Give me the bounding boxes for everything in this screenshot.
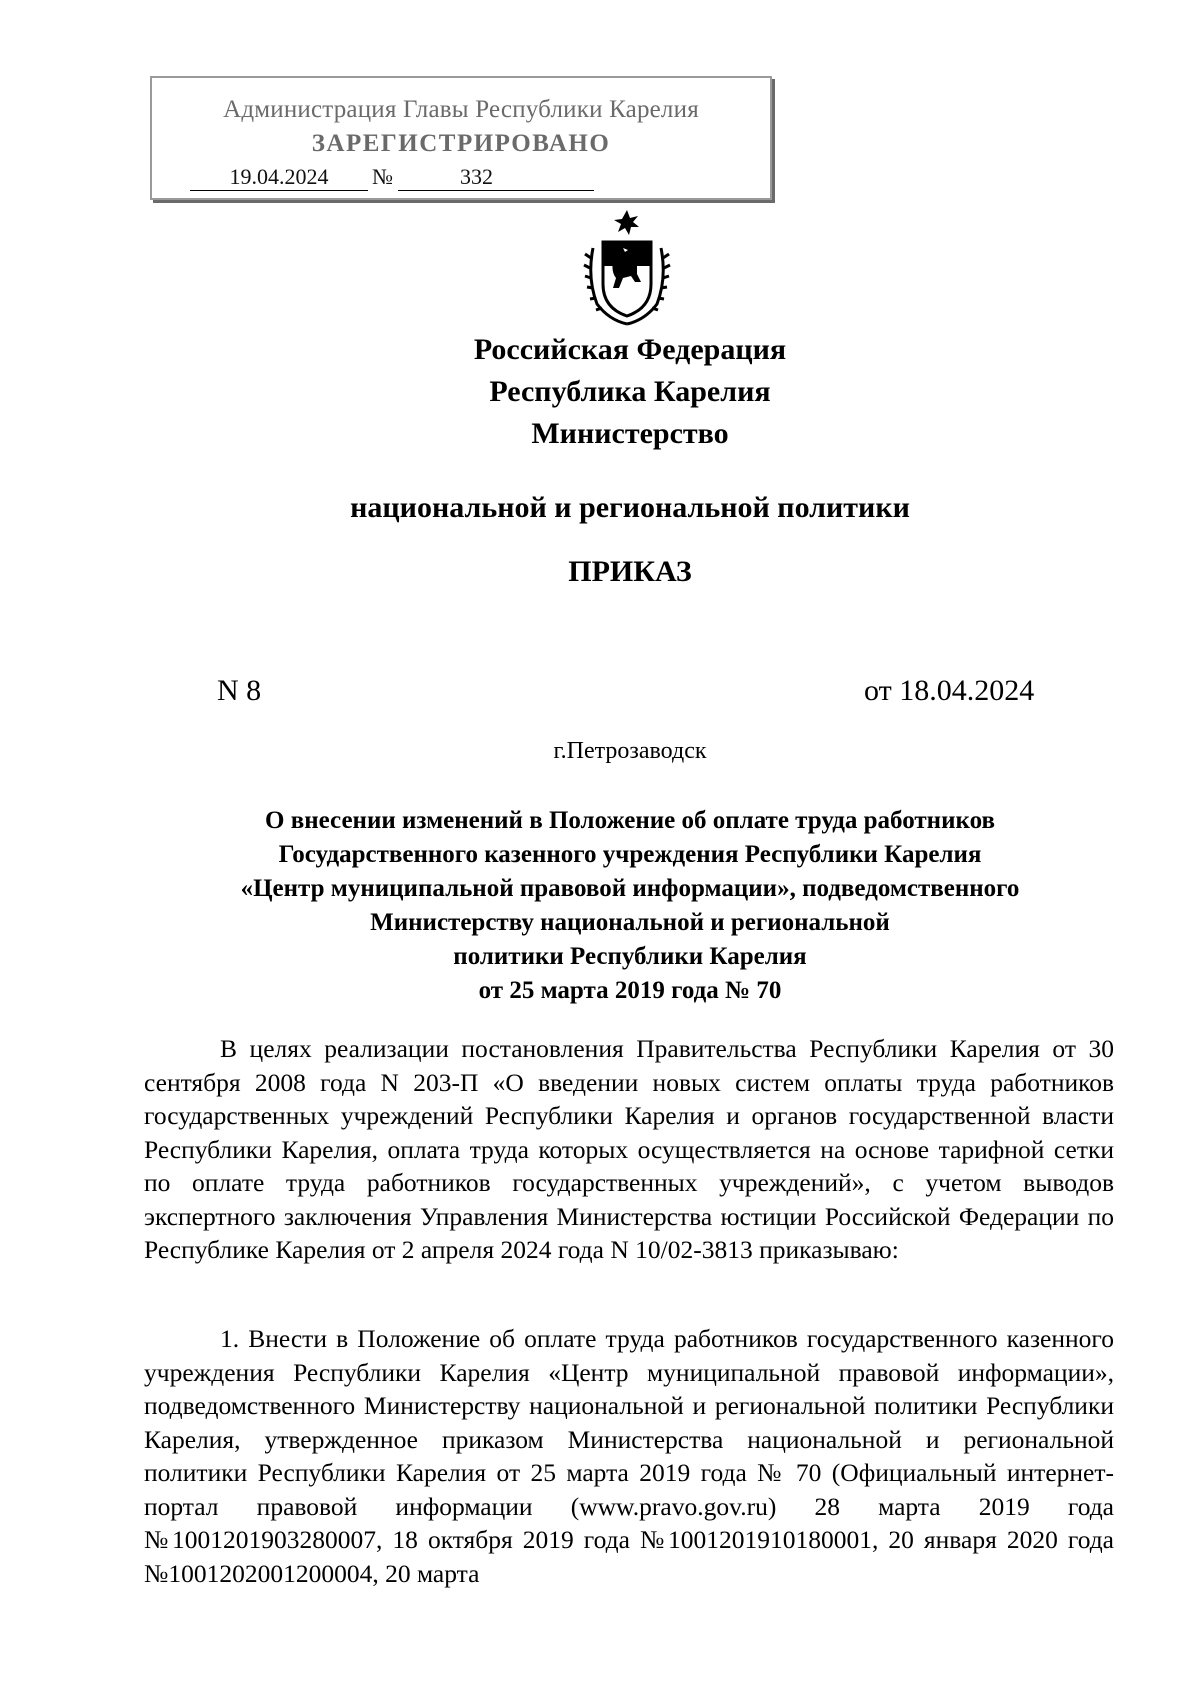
- order-number: N 8: [217, 674, 262, 707]
- stamp-authority: Администрация Главы Республики Карелия: [223, 96, 699, 123]
- document-title: [140, 804, 1120, 1008]
- registration-stamp: [150, 76, 772, 200]
- header-country: Российская Федерация: [473, 333, 787, 366]
- stamp-registered: ЗАРЕГИСТРИРОВАНО: [311, 130, 611, 157]
- stamp-date: 19.04.2024: [190, 164, 368, 191]
- header-ministry-full: национальной и региональной политики: [350, 491, 910, 524]
- title-line: Министерству национальной и региональной: [370, 909, 890, 936]
- title-line: от 25 марта 2019 года № 70: [478, 977, 782, 1004]
- title-line: Государственного казенного учреждения Республики Карелия: [278, 841, 982, 868]
- preamble-paragraph: В целях реализации постановления Правительства Республики Карелия от 30 сентября 2008 года N 203-П «О введении новых систем оплаты труда работников государственных учреждений Республики Карелия и органов государственной власти Республики Карелия, оплата труда которых осуществляется на основе тарифной сетки по оплате труда работников государственных учреждений», с учетом выводов экспертного заключения Управления Министерства юстиции Российской Федерации по Республике Карелия от 2 апреля 2024 года N 10/02-3813 приказываю:: [144, 1034, 1114, 1264]
- karelia-coat-of-arms-icon: [583, 208, 671, 326]
- title-line: О внесении изменений в Положение об оплате труда работников: [265, 807, 995, 834]
- order-date: от 18.04.2024: [864, 674, 1035, 707]
- city: г.Петрозаводск: [553, 738, 707, 764]
- document-type: ПРИКАЗ: [568, 555, 692, 588]
- stamp-number: 332: [398, 164, 594, 191]
- header-ministry: Министерство: [531, 417, 729, 450]
- header-republic: Республика Карелия: [489, 375, 771, 408]
- stamp-number-sign: №: [372, 164, 393, 189]
- title-line: «Центр муниципальной правовой информации», подведомственного: [240, 875, 1020, 902]
- item-1-paragraph: 1. Внести в Положение об оплате труда работников государственного казенного учреждения Республики Карелия «Центр муниципальной правовой информации», подведомственного Министерству национальной и региональной политики Республики Карелия, утвержденное приказом Министерства национальной и региональной политики Республики Карелия от 25 марта 2019 года № 70 (Официальный интернет-портал правовой информации (www.pravo.gov.ru) 28 марта 2019 года №1001201903280007, 18 октября 2019 года №1001201910180001, 20 января 2020 года №1001202001200004, 20 марта: [144, 1324, 1114, 1588]
- title-line: политики Республики Карелия: [453, 943, 807, 970]
